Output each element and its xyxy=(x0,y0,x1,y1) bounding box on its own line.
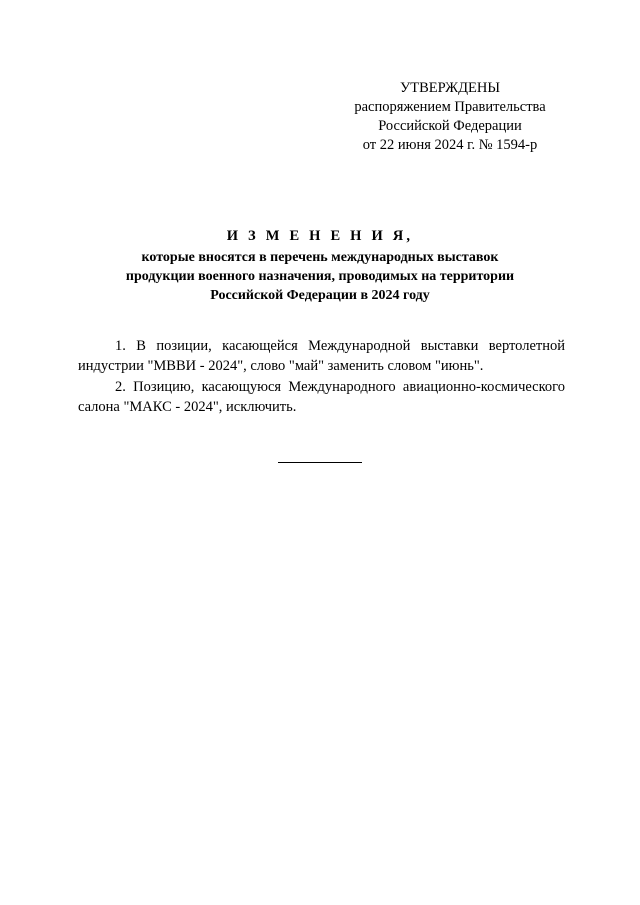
change-item-1: 1. В позиции, касающейся Международной выставки вертолетной индустрии "МВВИ - 2024", слово "май" заменить словом "июнь". xyxy=(78,338,565,374)
approval-date-number: от 22 июня 2024 г. № 1594-р xyxy=(362,137,538,153)
change-item-2: 2. Позицию, касающуюся Международного авиационно-космического салона "МАКС - 2024", исключить. xyxy=(78,379,565,415)
approval-country: Российской Федерации xyxy=(378,118,522,134)
subtitle-line-3: Российской Федерации в 2024 году xyxy=(210,288,430,303)
subtitle-line-2: продукции военного назначения, проводимых на территории xyxy=(125,269,515,284)
approval-block xyxy=(330,79,570,155)
subtitle-line-1: которые вносятся в перечень международных выставок xyxy=(141,250,499,265)
approval-authority: распоряжением Правительства xyxy=(354,99,546,115)
approval-status: УТВЕРЖДЕНЫ xyxy=(399,80,501,96)
end-separator-line xyxy=(278,462,362,463)
document-title: И З М Е Н Е Н И Я, xyxy=(226,228,414,244)
document-subtitle xyxy=(0,248,640,305)
document-body xyxy=(78,337,565,417)
